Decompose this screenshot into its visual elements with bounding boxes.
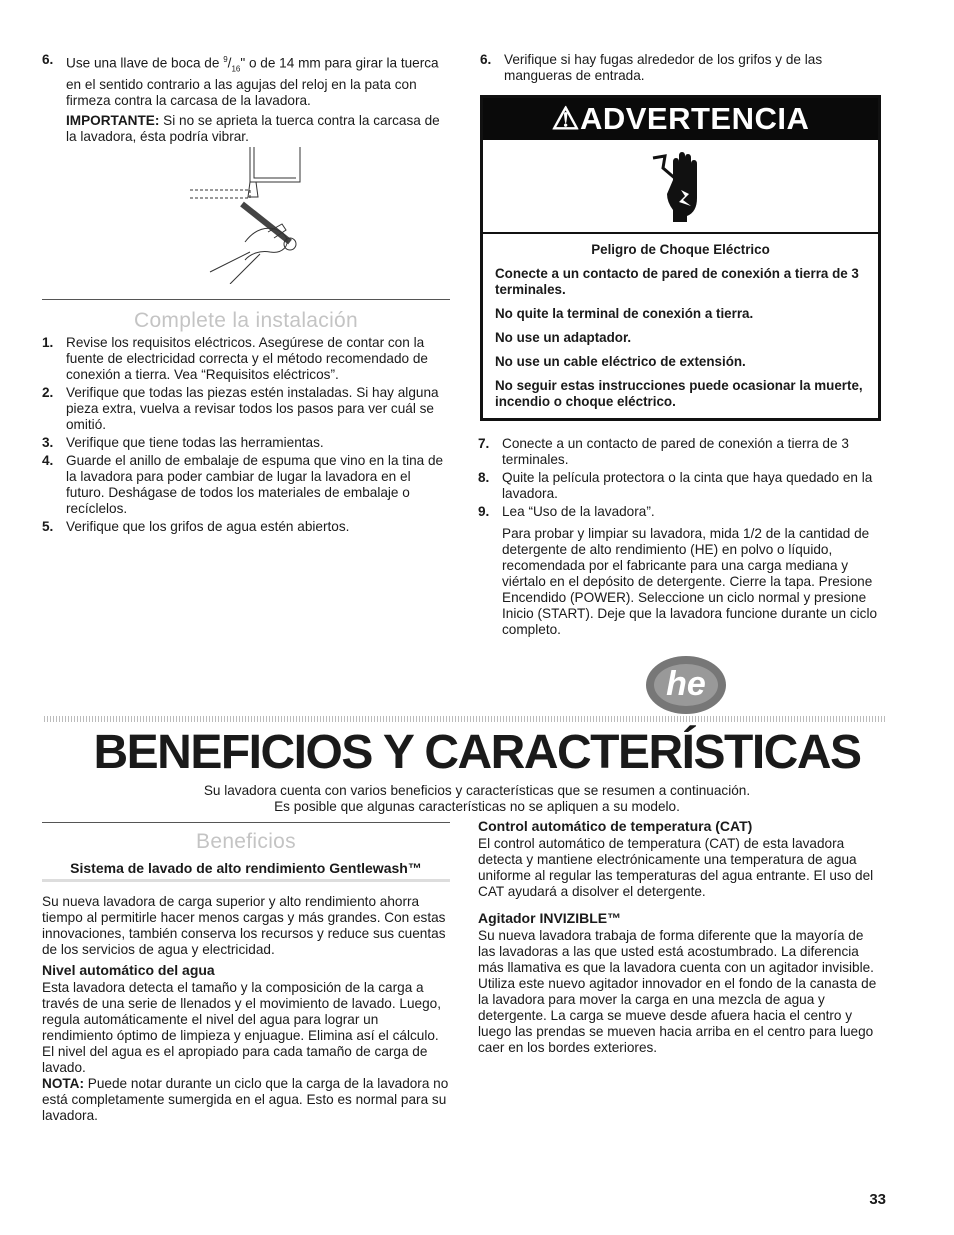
right-step-6: 6. Verifique si hay fugas alrededor de los grifos y de las mangueras de entrada. <box>480 52 823 83</box>
step9-paragraph: Para probar y limpiar su lavadora, mida 1/2 de la cantidad de detergente de alto rendimiento (HE) en polvo o líquido, recomendada por el fabricante para una carga mediana y viértalo en el depósito de detergente. Cierre la tapa. Presione Encendido (POWER). Seleccione un ciclo normal y presione Inicio (START). Deje que la lavadora funcione durante un ciclo completo. <box>502 526 878 637</box>
benefits-subheading: Beneficios <box>196 830 296 853</box>
gentlewash-heading: Sistema de lavado de alto rendimiento Gentlewash™ <box>42 860 450 882</box>
warning-line: No seguir estas instrucciones puede ocasionar la muerte, incendio o choque eléctrico. <box>495 378 863 409</box>
list-item: 9. Lea “Uso de la lavadora”. <box>478 504 655 519</box>
complete-heading: Complete la instalación <box>133 309 359 332</box>
wrench-illustration <box>190 142 310 284</box>
agitador-text: Su nueva lavadora trabaja de forma diferente que la mayoría de las lavadoras a las que usted está acostumbrado. La diferencia más llamativa es que la lavadora cuenta con un agitador invisible. Utiliza este nuevo agitador innovador en el fondo de la canasta de la lavadora para mover la carga en una mezcla de agua y detergente. La carga se mueve desde afuera hacia el centro y luego las prendas se mueven hacia arriba en el centro para luego caer en los bordes exteriores. <box>478 928 877 1055</box>
benefits-intro: Su lavadora cuenta con varios beneficios y características que se resumen a continuación. Es posible que algunas características no se apliquen a su modelo. <box>203 783 751 814</box>
nota-text: NOTA: Puede notar durante un ciclo que la carga de la lavadora no está completamente sumergida en el agua. Esto es normal para su lavadora. <box>42 1076 449 1123</box>
cat-text: El control automático de temperatura (CAT) de esta lavadora detecta y mantiene electrónicamente una temperatura de agua uniforme al regular las temperaturas del agua entrante. El uso del CAT ayudará a disolver el detergente. <box>478 836 874 899</box>
nivel-heading: Nivel automático del agua <box>42 962 215 978</box>
gentlewash-text: Su nueva lavadora de carga superior y alto rendimiento ahorra tiempo al permitirle hacer menos cargas y más grandes. Con estas innovaciones, también conserva los recursos y reduce sus cuentas de los servicios de agua y electricidad. <box>42 894 446 957</box>
cat-heading: Control automático de temperatura (CAT) <box>478 818 753 834</box>
benefits-divider <box>42 822 450 823</box>
complete-section <box>42 305 450 537</box>
list-item: 1. Revise los requisitos eléctricos. Asegúrese de contar con la fuente de electricidad correcta y el método recomendado de conexión a tierra. Vea “Requisitos eléctricos”. <box>42 335 428 382</box>
warning-text <box>483 234 878 410</box>
right-steps <box>478 436 884 638</box>
he-logo: he <box>646 656 726 718</box>
list-item: 5. Verifique que los grifos de agua estén abiertos. <box>42 519 350 534</box>
left-step-6 <box>42 52 450 145</box>
list-item: 8. Quite la película protectora o la cinta que haya quedado en la lavadora. <box>478 470 873 501</box>
list-item: 2. Verifique que todas las piezas estén instaladas. Si hay alguna pieza extra, vuelva a revisar todos los pasos para ver cuál se omitió. <box>42 385 439 432</box>
section-band <box>44 716 886 722</box>
complete-list <box>42 335 450 535</box>
page-number: 33 <box>869 1191 886 1208</box>
warning-icon-area <box>483 140 878 234</box>
warning-line: No quite la terminal de conexión a tierra. <box>495 306 754 321</box>
warning-line: Conecte a un contacto de pared de conexión a tierra de 3 terminales. <box>495 266 859 297</box>
warning-line: No use un adaptador. <box>495 330 632 345</box>
step-text: Use una llave de boca de $^9/_{16}$" o de 14 mm para girar la tuerca en el sentido contrario a las agujas del reloj en la pata con firmeza contra la carcasa de la lavadora. <box>66 55 439 109</box>
important-note: IMPORTANTE: Si no se aprieta la tuerca contra la carcasa de la lavadora, ésta podría vibrar. <box>66 113 440 145</box>
list-item: 3. Verifique que tiene todas las herramientas. <box>42 435 324 450</box>
warning-line: No use un cable eléctrico de extensión. <box>495 354 746 369</box>
agitador-heading: Agitador INVIZIBLE™ <box>478 910 622 926</box>
electric-shock-hand-icon <box>651 150 713 222</box>
benefits-right-column <box>478 818 884 1056</box>
warning-triangle-icon: ⚠ <box>551 101 580 136</box>
section-divider <box>42 299 450 300</box>
warning-banner: ⚠ADVERTENCIA <box>483 98 878 140</box>
step-number: 6. <box>42 52 54 67</box>
list-item: 7. Conecte a un contacto de pared de conexión a tierra de 3 terminales. <box>478 436 849 467</box>
warning-box <box>480 95 881 421</box>
benefits-left-column <box>42 826 450 1124</box>
warning-title: Peligro de Choque Eléctrico <box>591 242 770 257</box>
list-item: 4. Guarde el anillo de embalaje de espuma que vino en la tina de la lavadora para poder cambiar de lugar la lavadora en el futuro. Deshágase de todos los materiales de embalaje o recíclelos. <box>42 453 444 516</box>
page-title: BENEFICIOS Y CARACTERÍSTICAS <box>93 726 861 779</box>
nivel-text: Esta lavadora detecta el tamaño y la composición de la carga a través de una serie de llenados y el movimiento de lavado. Luego, regula automáticamente el nivel del agua para lograr un rendimiento óptimo de limpieza y enjuague. Elimina así el cálculo. El nivel del agua es el apropiado para cada tamaño de carga de lavado. <box>42 980 441 1075</box>
